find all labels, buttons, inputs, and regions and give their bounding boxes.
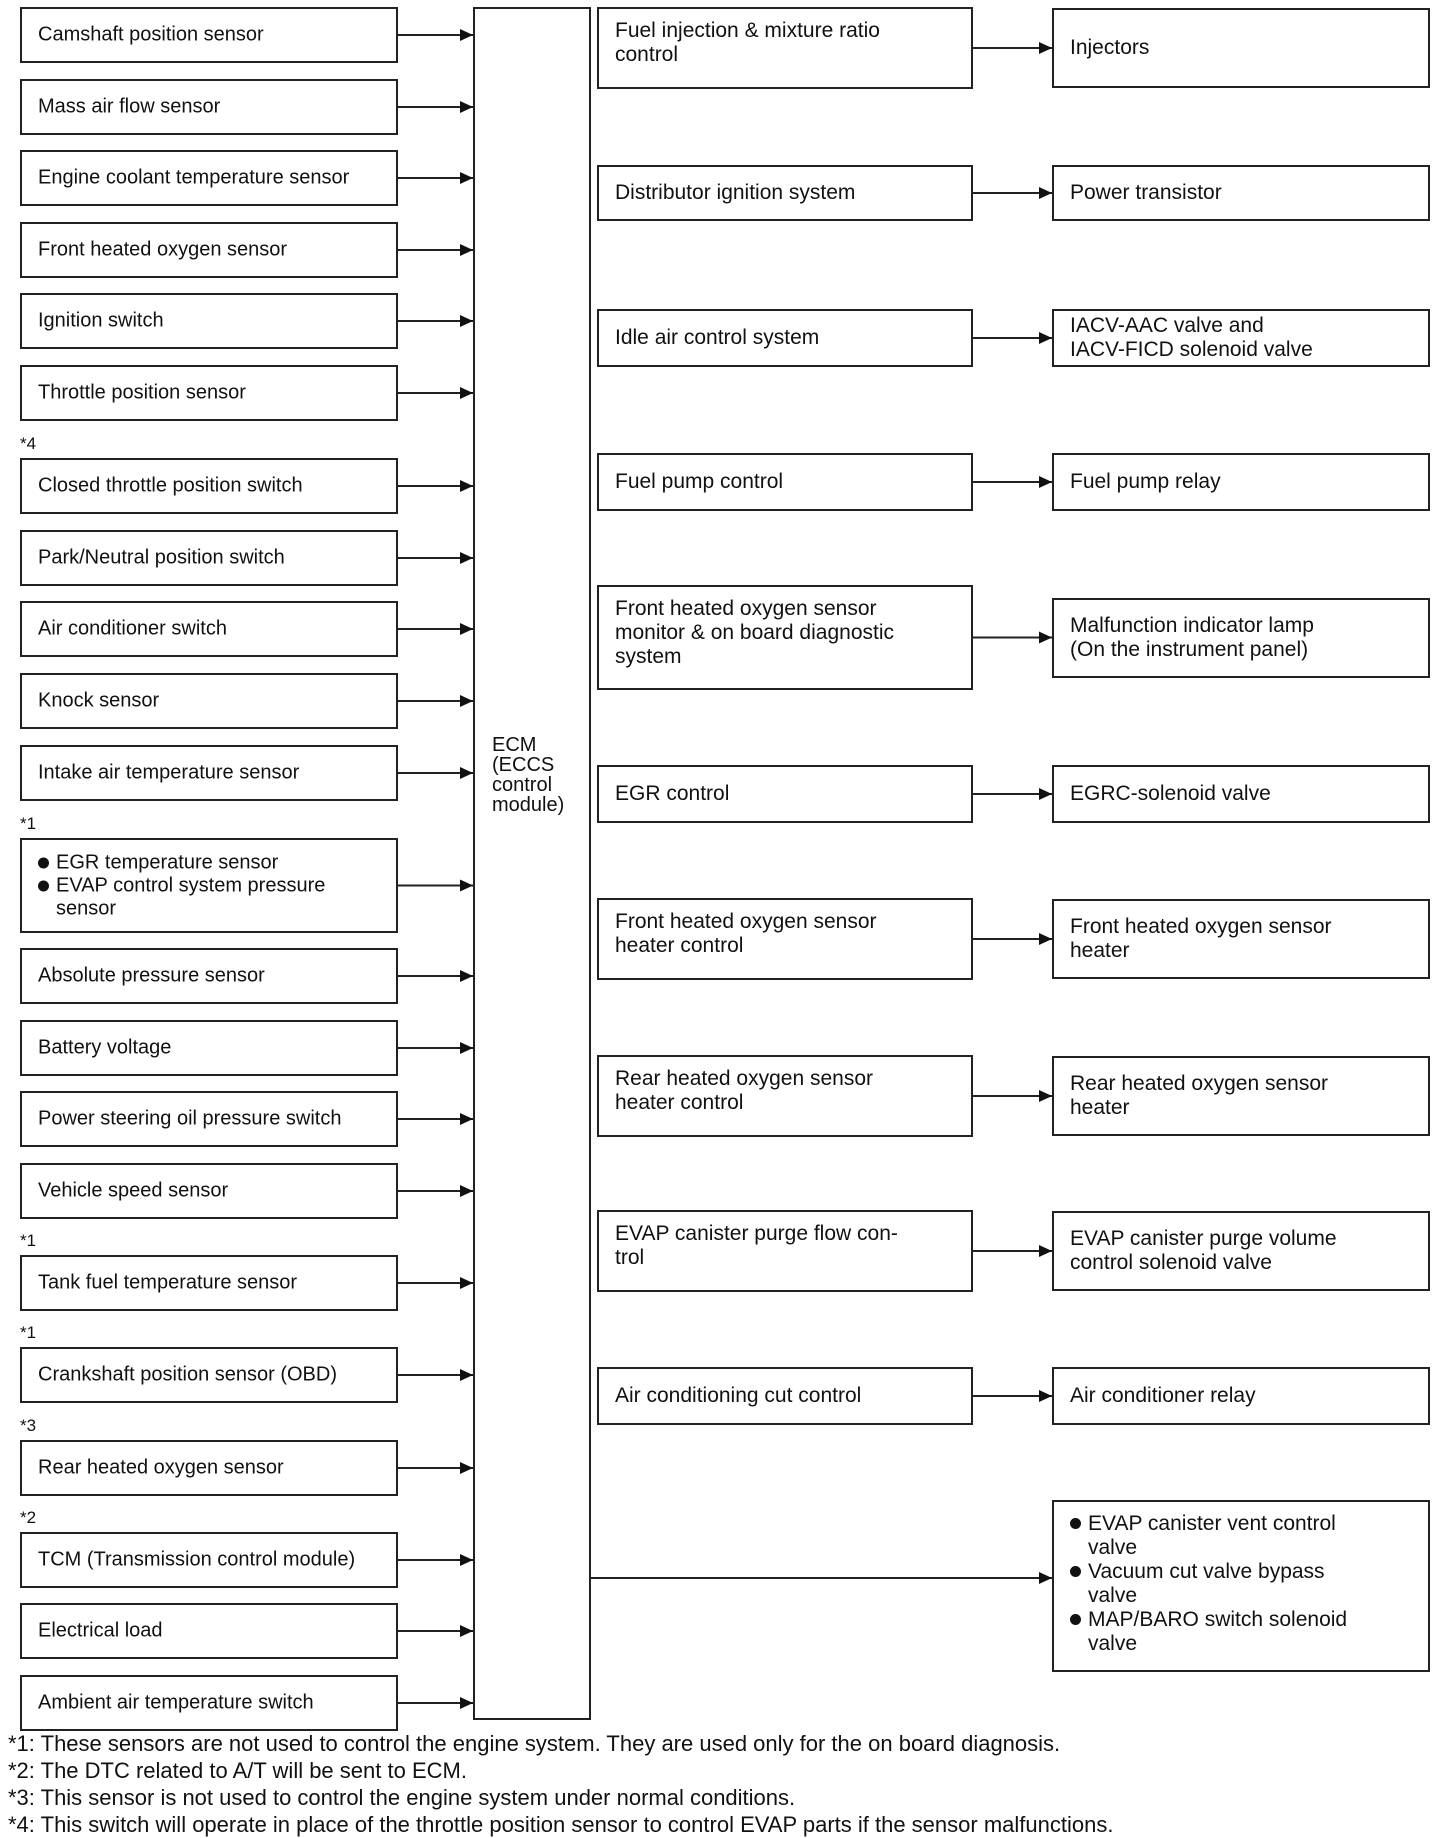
control-output-arrow-head <box>1039 1245 1052 1257</box>
input-arrow-head <box>460 315 473 327</box>
input-sensor-label: Crankshaft position sensor (OBD) <box>38 1363 338 1386</box>
input-sensor-label: Engine coolant temperature sensor <box>38 166 350 189</box>
control-function-box <box>597 7 973 89</box>
input-footnote-mark: *2 <box>20 1508 37 1527</box>
input-sensor-box <box>20 948 398 1004</box>
output-actuator-box <box>1052 1056 1430 1136</box>
input-sensor-box <box>20 79 398 135</box>
control-function-box <box>597 309 973 367</box>
control-function-box <box>597 453 973 511</box>
input-arrow-head <box>460 695 473 707</box>
input-sensor-box <box>20 673 398 729</box>
control-output-arrow-head <box>1039 42 1052 54</box>
input-footnote-mark: *4 <box>20 434 37 453</box>
output-actuator-box <box>1052 1367 1430 1425</box>
input-sensor-box <box>20 1675 398 1731</box>
output-actuator-label: Power transistor <box>1070 181 1222 204</box>
control-function-box <box>597 165 973 221</box>
input-arrow-head <box>460 244 473 256</box>
input-sensor-box <box>20 1255 398 1311</box>
input-arrow-head <box>460 1185 473 1197</box>
output-actuator-label: EVAP canister purge volume control solenoid valve <box>1070 1227 1337 1274</box>
control-function-box <box>597 1367 973 1425</box>
bullet-item: EVAP canister vent control valve <box>1070 1512 1418 1560</box>
output-actuator-box <box>1052 1211 1430 1291</box>
input-arrow-head <box>460 29 473 41</box>
input-sensor-box <box>20 745 398 801</box>
control-function-box <box>597 1210 973 1292</box>
direct-output-box <box>1052 1500 1430 1672</box>
footnote-4: *4: This switch will operate in place of the throttle position sensor to control EVAP parts if the sensor malfunctions. <box>8 1812 1114 1837</box>
output-actuator-label: EGRC-solenoid valve <box>1070 782 1271 805</box>
direct-output-arrow-head <box>1039 1572 1052 1584</box>
control-function-label: Front heated oxygen sensor monitor & on board diagnostic system <box>615 597 894 668</box>
ecm-block <box>473 7 591 1720</box>
output-actuator-box <box>1052 598 1430 678</box>
input-sensor-label: Closed throttle position switch <box>38 474 303 497</box>
input-sensor-label: Tank fuel temperature sensor <box>38 1271 298 1294</box>
input-arrow-head <box>460 480 473 492</box>
output-actuator-label: Front heated oxygen sensor heater <box>1070 915 1332 962</box>
input-arrow-head <box>460 970 473 982</box>
input-arrow-head <box>460 1462 473 1474</box>
output-actuator-label: Injectors <box>1070 36 1150 59</box>
control-function-label: Fuel injection & mixture ratio control <box>615 19 880 66</box>
input-sensor-label: Electrical load <box>38 1619 163 1642</box>
input-arrow-head <box>460 1113 473 1125</box>
control-output-arrow-head <box>1039 933 1052 945</box>
input-sensor-box <box>20 150 398 206</box>
input-arrow-head <box>460 552 473 564</box>
output-actuator-label: Rear heated oxygen sensor heater <box>1070 1072 1328 1119</box>
input-arrow-head <box>460 1369 473 1381</box>
footnote-1: *1: These sensors are not used to control the engine system. They are used only for the on board diagnosis. <box>8 1731 1061 1756</box>
control-function-label: Rear heated oxygen sensor heater control <box>615 1067 873 1114</box>
bullet-item: Vacuum cut valve bypass valve <box>1070 1560 1418 1608</box>
control-output-arrow-head <box>1039 632 1052 644</box>
output-actuator-label: Malfunction indicator lamp (On the instrument panel) <box>1070 613 1314 661</box>
control-output-arrow-head <box>1039 332 1052 344</box>
input-arrow-head <box>460 387 473 399</box>
bullet-item: EVAP control system pressure sensor <box>38 874 388 920</box>
input-bullet-list <box>38 851 388 920</box>
input-sensor-label: Throttle position sensor <box>38 381 246 404</box>
input-sensor-box <box>20 458 398 514</box>
input-footnote-mark: *3 <box>20 1416 37 1435</box>
input-sensor-label: Battery voltage <box>38 1036 172 1059</box>
control-output-arrow-head <box>1039 788 1052 800</box>
control-function-label: EGR control <box>615 782 730 805</box>
control-function-label: Fuel pump control <box>615 470 784 493</box>
input-sensor-box <box>20 1091 398 1147</box>
input-sensor-label: Front heated oxygen sensor <box>38 238 288 261</box>
input-sensor-label: Park/Neutral position switch <box>38 546 285 569</box>
control-function-label: Front heated oxygen sensor heater control <box>615 910 877 957</box>
input-sensor-label: Ignition switch <box>38 309 164 332</box>
output-actuator-box <box>1052 453 1430 511</box>
input-arrow-head <box>460 101 473 113</box>
input-footnote-mark: *1 <box>20 1231 37 1250</box>
footnote-2: *2: The DTC related to A/T will be sent to ECM. <box>8 1758 467 1783</box>
input-footnote-mark: *1 <box>20 814 37 833</box>
input-arrow-head <box>460 1277 473 1289</box>
input-sensor-label: Camshaft position sensor <box>38 23 264 46</box>
bullet-item: EGR temperature sensor <box>38 851 388 874</box>
input-sensor-box <box>20 293 398 349</box>
output-actuator-label: Air conditioner relay <box>1070 1384 1256 1407</box>
control-function-box <box>597 765 973 823</box>
control-function-label: Idle air control system <box>615 326 820 349</box>
control-function-box <box>597 1055 973 1137</box>
input-sensor-box <box>20 1440 398 1496</box>
input-sensor-label: Intake air temperature sensor <box>38 761 300 784</box>
output-actuator-label: IACV-AAC valve and IACV-FICD solenoid valve <box>1070 314 1313 361</box>
input-sensor-box <box>20 1020 398 1076</box>
input-arrow-head <box>460 767 473 779</box>
input-arrow-head <box>460 172 473 184</box>
control-function-box <box>597 585 973 690</box>
footnote-3: *3: This sensor is not used to control the engine system under normal conditions. <box>8 1785 796 1810</box>
output-actuator-box <box>1052 309 1430 367</box>
input-sensor-label: Mass air flow sensor <box>38 95 221 118</box>
input-sensor-box <box>20 838 398 933</box>
input-sensor-label: Air conditioner switch <box>38 617 227 640</box>
input-sensor-box <box>20 222 398 278</box>
input-sensor-box <box>20 1532 398 1588</box>
input-arrow-head <box>460 623 473 635</box>
direct-output-bullet-list <box>1070 1512 1418 1656</box>
input-sensor-label: Knock sensor <box>38 689 160 712</box>
input-sensor-box <box>20 601 398 657</box>
control-output-arrow-head <box>1039 187 1052 199</box>
input-arrow-head <box>460 1042 473 1054</box>
input-sensor-box <box>20 1603 398 1659</box>
input-sensor-label: Power steering oil pressure switch <box>38 1107 342 1130</box>
control-output-arrow-head <box>1039 1390 1052 1402</box>
control-function-label: Air conditioning cut control <box>615 1384 862 1407</box>
bullet-item: MAP/BARO switch solenoid valve <box>1070 1608 1418 1656</box>
input-sensor-label: Absolute pressure sensor <box>38 964 265 987</box>
input-sensor-label: Vehicle speed sensor <box>38 1179 229 1202</box>
input-sensor-label: Rear heated oxygen sensor <box>38 1456 284 1479</box>
input-sensor-box <box>20 1163 398 1219</box>
control-output-arrow-head <box>1039 476 1052 488</box>
input-arrow-head <box>460 1554 473 1566</box>
footnotes <box>8 1730 1428 1838</box>
input-sensor-box <box>20 7 398 63</box>
input-arrow-head <box>460 1625 473 1637</box>
input-sensor-label: TCM (Transmission control module) <box>38 1548 356 1571</box>
control-function-box <box>597 898 973 980</box>
input-sensor-box <box>20 365 398 421</box>
input-arrow-head <box>460 880 473 892</box>
input-sensor-box <box>20 530 398 586</box>
control-function-label: Distributor ignition system <box>615 181 856 204</box>
output-actuator-box <box>1052 765 1430 823</box>
output-actuator-box <box>1052 899 1430 979</box>
output-actuator-box <box>1052 165 1430 221</box>
output-actuator-label: Fuel pump relay <box>1070 470 1221 493</box>
input-arrow-head <box>460 1697 473 1709</box>
input-sensor-label: Ambient air temperature switch <box>38 1691 314 1714</box>
control-output-arrow-head <box>1039 1090 1052 1102</box>
output-actuator-box <box>1052 8 1430 88</box>
control-function-label: EVAP canister purge flow con- trol <box>615 1222 898 1269</box>
input-sensor-box <box>20 1347 398 1403</box>
ecm-label: ECM (ECCS control module) <box>492 734 565 816</box>
input-footnote-mark: *1 <box>20 1323 37 1342</box>
